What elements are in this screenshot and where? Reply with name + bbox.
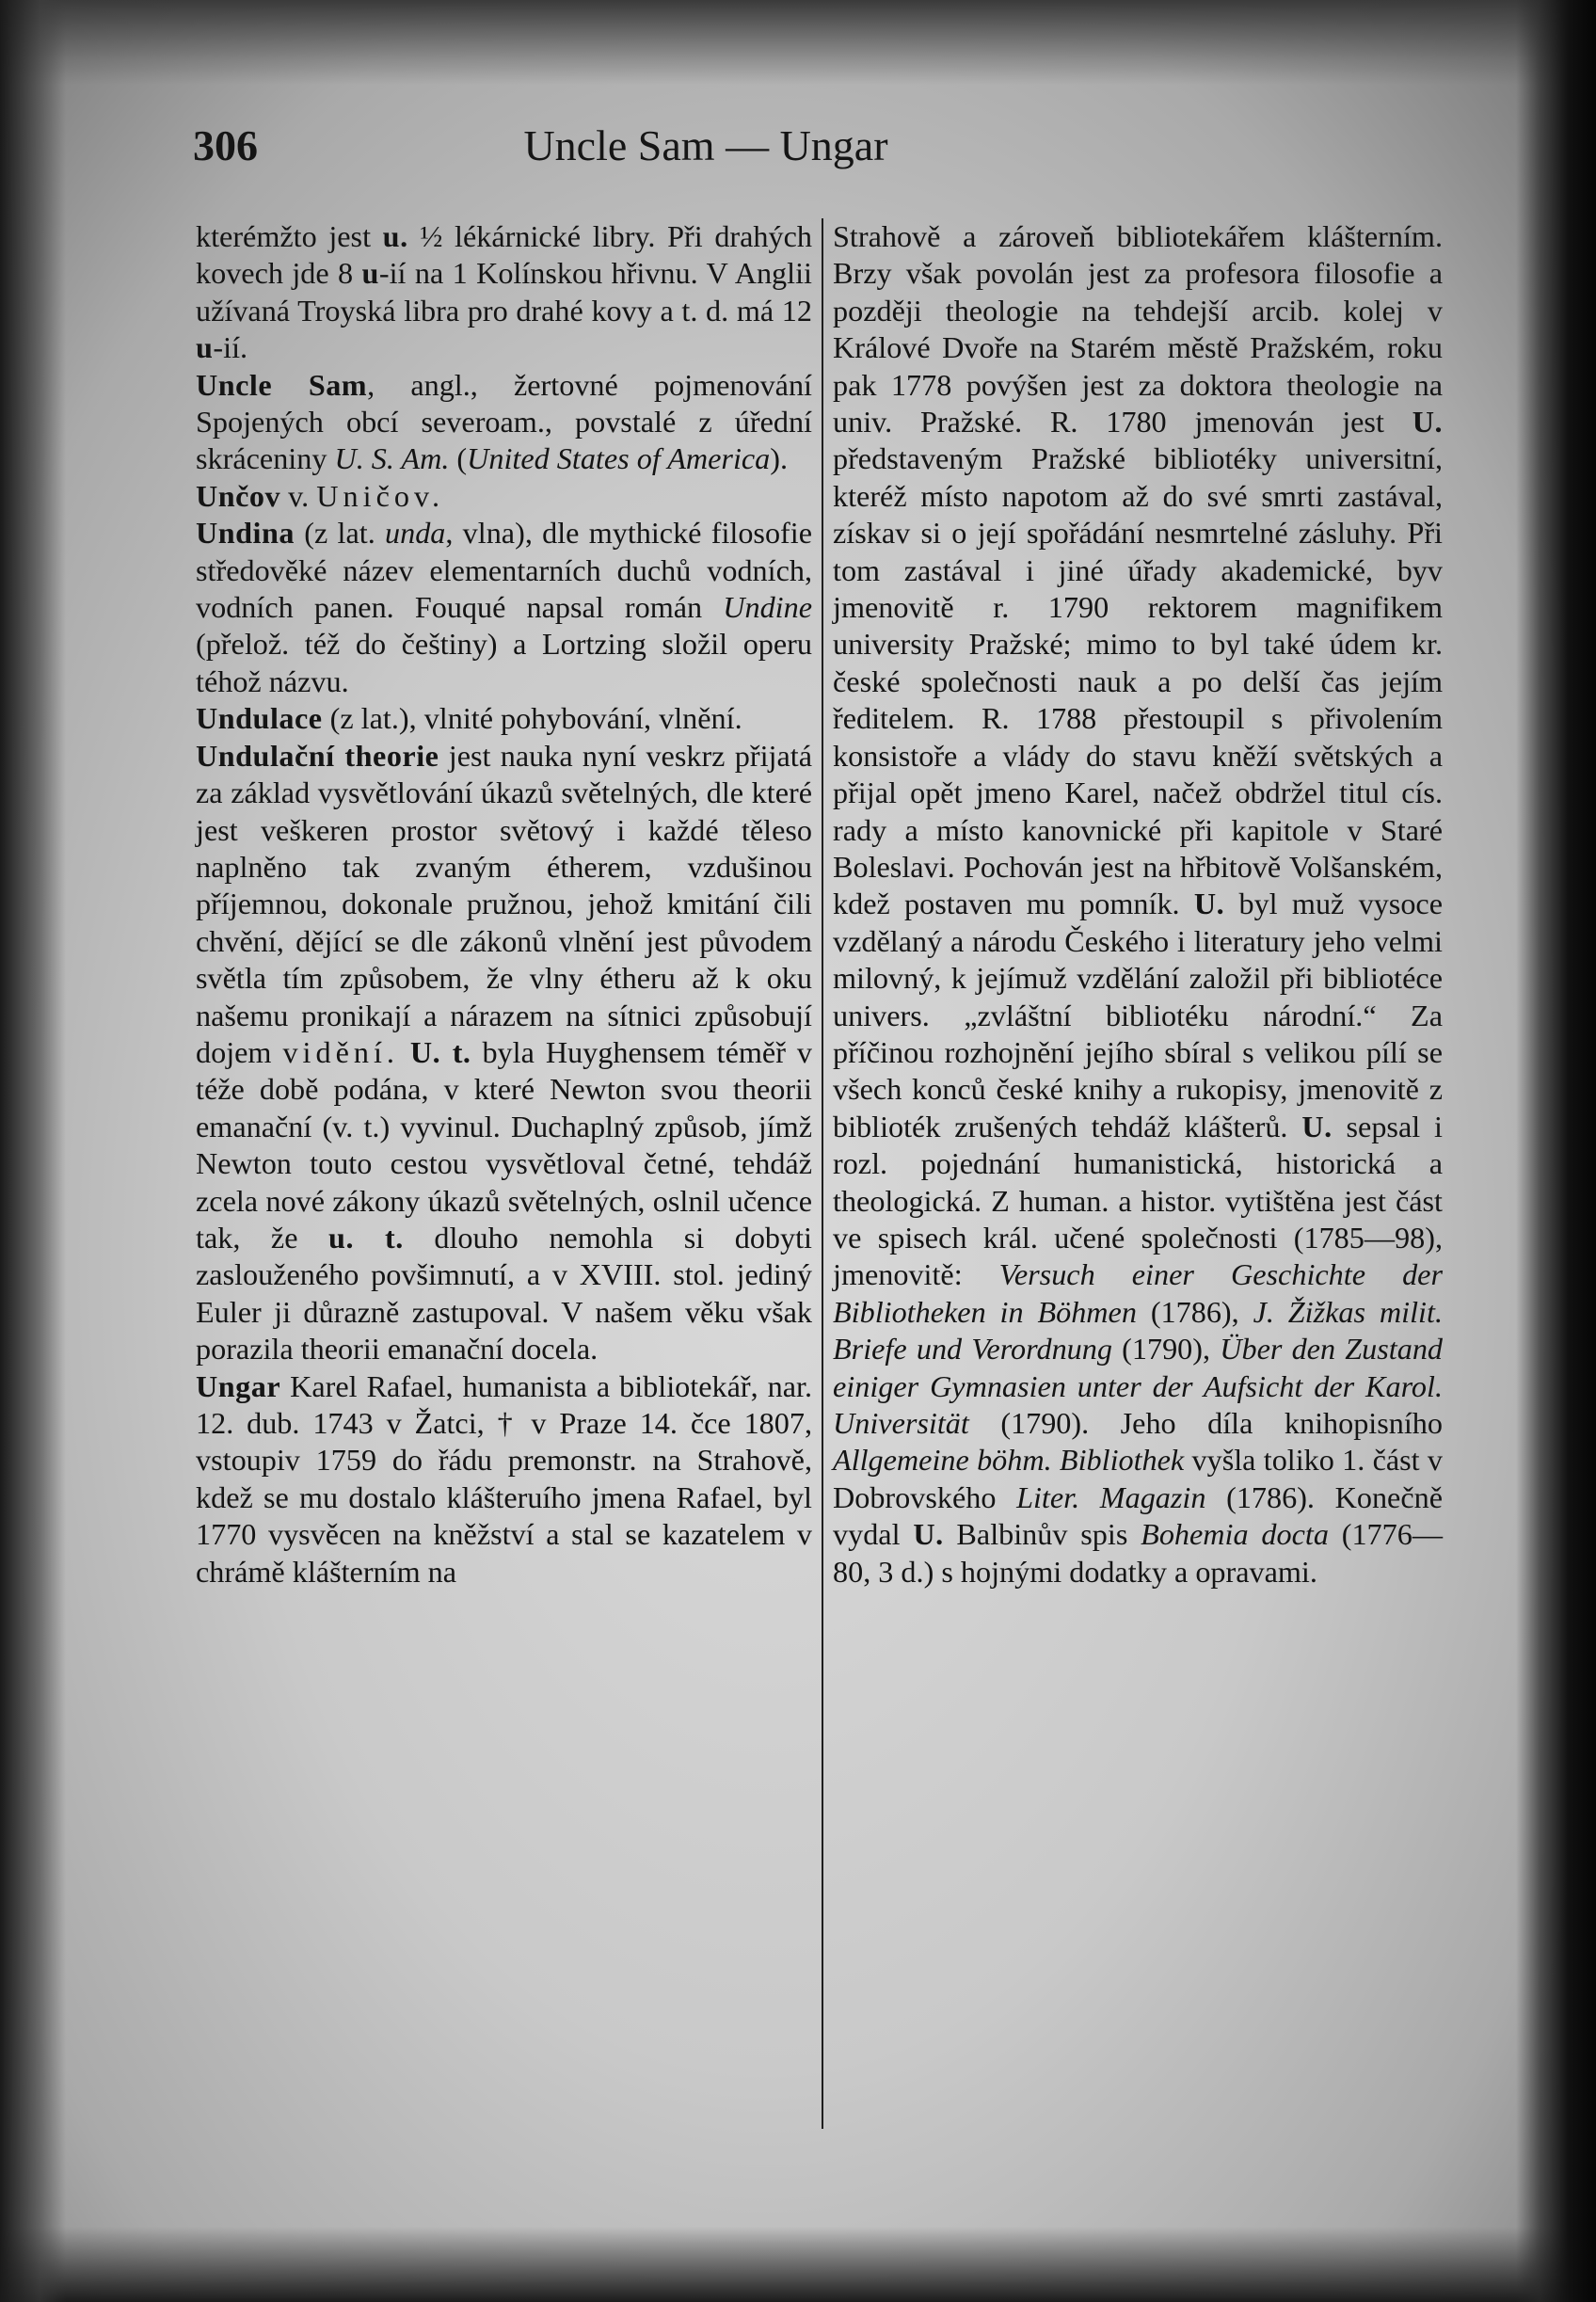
text-run: jest nauka nyní veskrz přijatá za základ vysvětlování úkazů světelných, dle které jest veškeren prostor světový i každé těleso naplněno tak zvaným étherem, vzdušinou příjemnou, dokonale pružnou, jehož kmitání čili chvění, dějící se dle zákonů vlnění jest původem světla tím způsobem, že vlny étheru až k oku našemu pronikají a nárazem na sítnici způsobují dojem (196, 738, 812, 1069)
entry-headword: Unčov (196, 478, 281, 513)
text-run: vyšla toliko 1. část v Dobrovského (833, 1443, 1444, 1514)
text-run: (z lat.), vlnité pohybování, vlnění. (322, 701, 742, 736)
italic-text: unda (385, 516, 446, 551)
entry-headword: U. (1193, 887, 1225, 921)
dictionary-entry (196, 1368, 812, 1591)
text-run: (1776—80, 3 d.) s hojnými dodatky a opravami. (833, 1517, 1444, 1589)
text-run: sepsal i rozl. pojednání humanistická, historická a theologická. Z human. a histor. vytištěna jest část ve spisech král. učené společnosti (1785—98), jmenovitě: (833, 1109, 1443, 1292)
dictionary-entry (196, 738, 812, 1368)
dictionary-entry (196, 700, 812, 737)
text-run: ( (449, 441, 468, 476)
entry-headword: u. (382, 219, 408, 253)
text-run: byla Huyghensem téměř v téže době podána, v které Newton svou theorii emanační (v. t.) vyvinul. Duchaplný způsob, jímž Newton touto cestou vysvětloval četné, tehdáž zcela nové zákony úkazů světelných, oslnil učence tak, že (196, 1034, 813, 1255)
entry-headword: U. (1301, 1109, 1333, 1143)
italic-text: Liter. Magazin (1016, 1479, 1206, 1514)
book-spine-shadow (1516, 0, 1596, 2302)
text-run: (1790), (1111, 1332, 1221, 1367)
page-number: 306 (193, 121, 258, 169)
text-run: -ií na 1 Kolínskou hřivnu. V Anglii užívaná Troyská libra pro drahé kovy a t. d. má 12 (196, 256, 812, 328)
dictionary-entry (196, 367, 812, 478)
column-divider (822, 218, 823, 2129)
spaced-text: Uničov. (316, 478, 444, 513)
italic-text: U. S. Am. (334, 441, 450, 476)
entry-headword: u (361, 256, 379, 291)
italic-text: J. Žižkas milit. Briefe und Verordnung (833, 1294, 1443, 1367)
italic-text: Bohemia docta (1141, 1517, 1329, 1552)
text-run: byl muž vysoce vzdělaný a národu Českého i literatury jeho velmi milovný, k jejímuž vzdělání založil při bibliotéce univers. „zvláštní bibliotéku národní.“ Za příčinou rozhojnění jejího sbíral s velikou pílí se všech konců české knihy a rukopisy, jmenovitě z biblioték zrušených tehdáž klášterů. (833, 887, 1443, 1143)
entry-headword: U. (913, 1517, 944, 1552)
right-column (833, 218, 1443, 1591)
text-run: , vlna), dle mythické filosofie středověké název elementarních duchů vodních, vodních panen. Fouqué napsal román (196, 516, 812, 625)
running-head: Uncle Sam — Ungar (523, 121, 888, 169)
left-column (196, 218, 812, 1591)
text-run: (z lat. (295, 516, 385, 551)
italic-text: Über den Zustand einiger Gymnasien unter der Aufsicht der Karol. Universität (833, 1332, 1444, 1440)
text-run: (1786). Konečně vydal (833, 1479, 1444, 1552)
dictionary-entry (196, 515, 812, 700)
text-run: (1790). Jeho díla knihopisního (968, 1406, 1443, 1440)
text-run: (přelož. též do češtiny) a Lortzing složil operu téhož názvu. (196, 627, 812, 698)
italic-text: Undine (723, 590, 812, 625)
page-header (193, 120, 1473, 177)
italic-text: Allgemeine böhm. Bibliothek (833, 1443, 1185, 1478)
text-run: představeným Pražské bibliotéky universitní, kteréž místo napotom až do své smrti zastával, získav si o její spořádání nesmrtelné zásluhy. Při tom zastával i jiné úřady akademické, byv jmenovitě r. 1790 rektorem magnifikem university Pražské; mimo to byl také údem kr. české společnosti nauk a po delší čas jejím ředitelem. R. 1788 přestoupil s přivolením konsistoře a vlády do stavu kněží světských a přijal opět jmeno Karel, načež obdržel titul cís. rady a místo kanovnické při kapitole v Staré Boleslavi. Pochován jest na hřbitově Volšanském, kdež postaven mu pomník. (833, 441, 1443, 921)
text-run: ½ lékárnické libry. Při drahých kovech jde 8 (196, 219, 812, 291)
text-run: Balbinův spis (943, 1517, 1141, 1552)
text-run: ). (770, 441, 789, 476)
text-run: kterémžto jest (196, 219, 383, 253)
dictionary-entry (196, 478, 812, 515)
text-run: v. (280, 478, 317, 513)
spaced-text: vidění. (282, 1034, 399, 1069)
entry-headword: Uncle Sam (196, 367, 368, 402)
text-run: , angl., žertovné pojmenování Spojených obcí severoam., povstalé z úřední skráceniny (196, 367, 812, 476)
entry-headword: u (196, 330, 214, 365)
text-run: Strahově a zároveň bibliotekářem klášterním. Brzy však povolán jest za profesora filosofie a později theologie na tehdejší arcib. kolej v Králové Dvoře na Starém městě Pražském, roku pak 1778 povýšen jest za doktora theologie na univ. Pražské. R. 1780 jmenován jest (833, 219, 1443, 440)
page-shadow-left (0, 0, 66, 2302)
text-run: (1786), (1136, 1294, 1253, 1329)
entry-headword: Undulace (196, 701, 323, 736)
page-shadow-bottom (0, 2227, 1596, 2302)
page-shadow-top (0, 0, 1596, 85)
text-run: Karel Rafael, humanista a bibliotekář, nar. 12. dub. 1743 v Žatci, † v Praze 14. čce 1807, vstoupiv 1759 do řádu premonstr. na Strahově, kdež se mu dostalo klášteruího jmena Rafael, byl 1770 vysvěcen na kněžství a stal se kazatelem v chrámě klášterním na (196, 1368, 812, 1589)
entry-headword: Undina (196, 516, 295, 551)
italic-text: United States of America (467, 441, 771, 476)
entry-headword: u. t. (328, 1220, 404, 1255)
entry-headword: Undulační theorie (196, 738, 439, 773)
text-run: -ií. (213, 330, 248, 365)
text-run: dlouho nemohla si dobyti zaslouženého povšimnutí, a v XVIII. stol. jediný Euler ji důrazně zastupoval. V našem věku však porazila theorii emanační docela. (196, 1220, 812, 1367)
italic-text: Versuch einer Geschichte der Bibliotheken in Böhmen (833, 1257, 1443, 1329)
entry-headword: U. (1412, 405, 1443, 440)
entry-headword: Ungar (196, 1368, 281, 1403)
entry-headword: U. t. (409, 1034, 471, 1069)
continued-text (833, 218, 1443, 1591)
text-run (399, 1035, 410, 1069)
continued-text (196, 218, 812, 367)
